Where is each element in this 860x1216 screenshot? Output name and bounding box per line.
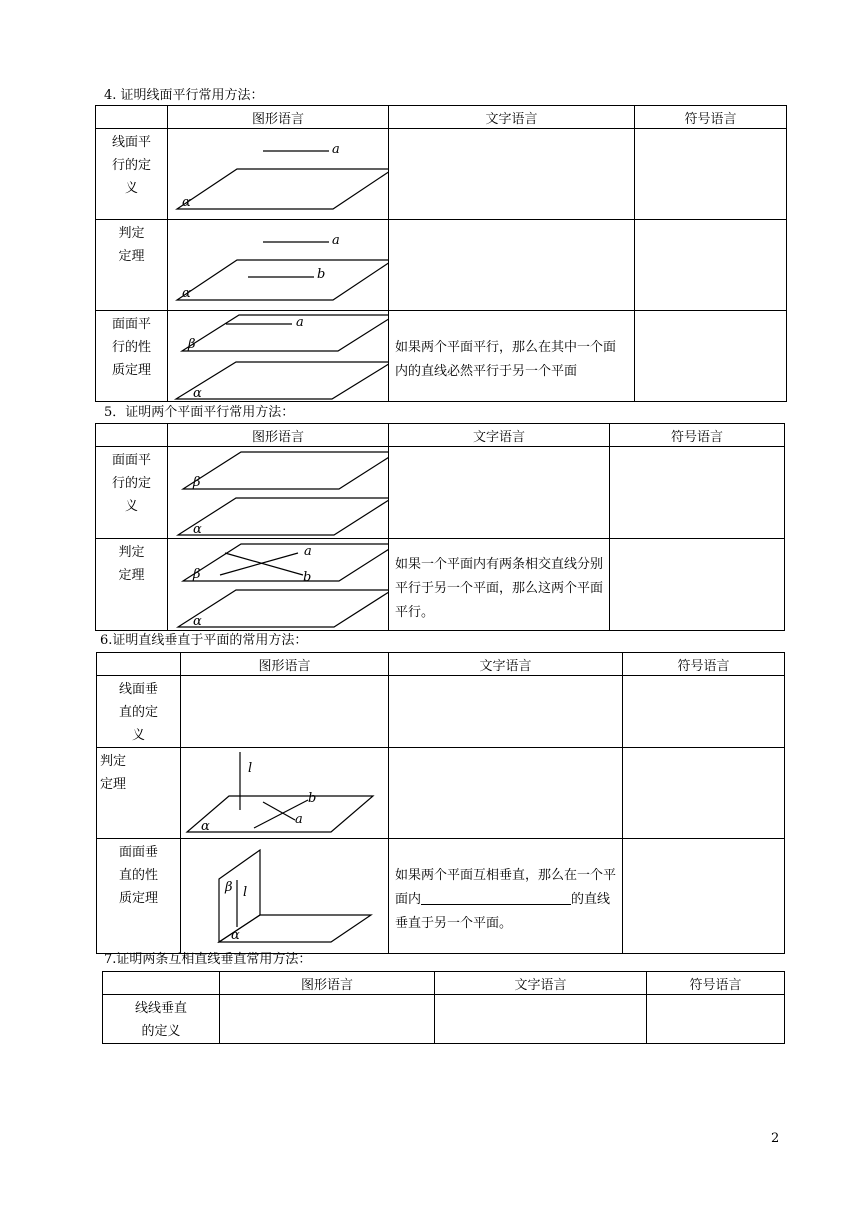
header-row xyxy=(97,653,785,676)
svg-text:l: l xyxy=(243,885,248,900)
header-figure: 图形语言 xyxy=(168,106,389,129)
row-label: 判定 定理 xyxy=(97,748,181,839)
table-row xyxy=(97,748,785,839)
line-parallel-plane-figure xyxy=(168,129,389,219)
header-symbol: 符号语言 xyxy=(623,653,785,676)
symbol-cell[interactable] xyxy=(635,129,787,220)
header-figure: 图形语言 xyxy=(181,653,389,676)
figure-cell xyxy=(168,447,389,539)
table-row xyxy=(97,839,785,954)
svg-text:b: b xyxy=(303,570,312,585)
text-cell xyxy=(389,676,623,748)
header-text: 文字语言 xyxy=(389,106,635,129)
svg-text:a: a xyxy=(295,812,303,827)
table-row xyxy=(96,311,787,402)
svg-text:b: b xyxy=(308,791,317,806)
row-label: 线面平 行的定 义 xyxy=(96,129,168,220)
header-symbol: 符号语言 xyxy=(635,106,787,129)
symbol-cell[interactable] xyxy=(623,676,785,748)
table-row xyxy=(96,447,785,539)
header-cell-empty xyxy=(96,106,168,129)
text-cell: 如果一个平面内有两条相交直线分别平行于另一个平面，那么这两个平面平行。 xyxy=(389,539,610,631)
table-row xyxy=(96,539,785,631)
svg-text:α: α xyxy=(201,819,210,834)
svg-text:a: a xyxy=(332,142,340,157)
section6-heading: 6.证明直线垂直于平面的常用方法： xyxy=(100,633,308,648)
header-cell-empty xyxy=(96,424,168,447)
row-label: 线面垂 直的定 义 xyxy=(97,676,181,748)
text-cell xyxy=(389,447,610,539)
svg-text:a: a xyxy=(304,544,312,559)
section7-table xyxy=(102,971,785,1044)
figure-cell xyxy=(181,839,389,954)
symbol-cell[interactable] xyxy=(647,995,785,1044)
figure-cell xyxy=(168,220,389,311)
header-text: 文字语言 xyxy=(435,972,647,995)
table-row xyxy=(97,676,785,748)
header-cell-empty xyxy=(97,653,181,676)
table-row xyxy=(96,129,787,220)
plane-parallel-definition-figure xyxy=(168,447,389,538)
plane-parallel-criterion-figure xyxy=(168,539,389,630)
answer-blank[interactable] xyxy=(421,890,571,905)
section4-heading: 4. 证明线面平行常用方法： xyxy=(104,88,264,103)
svg-text:a: a xyxy=(296,315,304,330)
text-cell xyxy=(389,748,623,839)
svg-text:α: α xyxy=(193,614,202,629)
svg-text:β: β xyxy=(188,337,196,352)
figure-cell xyxy=(168,539,389,631)
figure-cell xyxy=(220,995,435,1044)
svg-text:l: l xyxy=(248,761,253,776)
svg-text:α: α xyxy=(193,386,202,401)
row-label: 面面平 行的定 义 xyxy=(96,447,168,539)
symbol-cell[interactable] xyxy=(623,748,785,839)
page-number: 2 xyxy=(771,1131,780,1146)
figure-cell xyxy=(181,748,389,839)
text-cell: 如果两个平面平行，那么在其中一个面内的直线必然平行于另一个平面 xyxy=(389,311,635,402)
symbol-cell[interactable] xyxy=(635,311,787,402)
svg-text:a: a xyxy=(332,233,340,248)
table-row xyxy=(103,995,785,1044)
text-cell: 如果两个平面互相垂直，那么在一个平面内 的直线垂直于另一个平面。 xyxy=(389,839,623,954)
text-cell xyxy=(389,129,635,220)
row-label: 面面平 行的性 质定理 xyxy=(96,311,168,402)
svg-text:β: β xyxy=(225,880,233,895)
svg-text:α: α xyxy=(182,286,191,301)
svg-text:β: β xyxy=(193,567,201,582)
section5-table xyxy=(95,423,785,631)
row-label: 判定 定理 xyxy=(96,220,168,311)
header-symbol: 符号语言 xyxy=(610,424,785,447)
symbol-cell[interactable] xyxy=(635,220,787,311)
header-symbol: 符号语言 xyxy=(647,972,785,995)
text-cell xyxy=(389,220,635,311)
section4-table xyxy=(95,105,787,402)
symbol-cell[interactable] xyxy=(610,539,785,631)
header-figure: 图形语言 xyxy=(168,424,389,447)
row-label: 面面垂 直的性 质定理 xyxy=(97,839,181,954)
svg-text:β: β xyxy=(193,475,201,490)
section7-heading: 7.证明两条互相直线垂直常用方法： xyxy=(104,952,312,967)
header-figure: 图形语言 xyxy=(220,972,435,995)
svg-text:b: b xyxy=(317,267,326,282)
symbol-cell[interactable] xyxy=(623,839,785,954)
table-row xyxy=(96,220,787,311)
row-label: 判定 定理 xyxy=(96,539,168,631)
header-row xyxy=(96,424,785,447)
section6-table xyxy=(96,652,785,954)
header-cell-empty xyxy=(103,972,220,995)
section5-heading: 5．证明两个平面平行常用方法： xyxy=(104,405,295,420)
text-cell xyxy=(435,995,647,1044)
symbol-cell[interactable] xyxy=(610,447,785,539)
header-row xyxy=(96,106,787,129)
header-row xyxy=(103,972,785,995)
plane-parallel-property-figure xyxy=(168,311,389,401)
header-text: 文字语言 xyxy=(389,653,623,676)
figure-cell xyxy=(181,676,389,748)
figure-cell xyxy=(168,129,389,220)
svg-text:α: α xyxy=(193,522,202,537)
row-label: 线线垂直 的定义 xyxy=(103,995,220,1044)
figure-cell xyxy=(168,311,389,402)
svg-text:α: α xyxy=(231,928,240,943)
svg-text:α: α xyxy=(182,195,191,210)
header-text: 文字语言 xyxy=(389,424,610,447)
line-perpendicular-plane-figure xyxy=(181,748,389,838)
line-plane-criterion-figure xyxy=(168,220,389,310)
plane-perpendicular-property-figure xyxy=(181,839,389,953)
